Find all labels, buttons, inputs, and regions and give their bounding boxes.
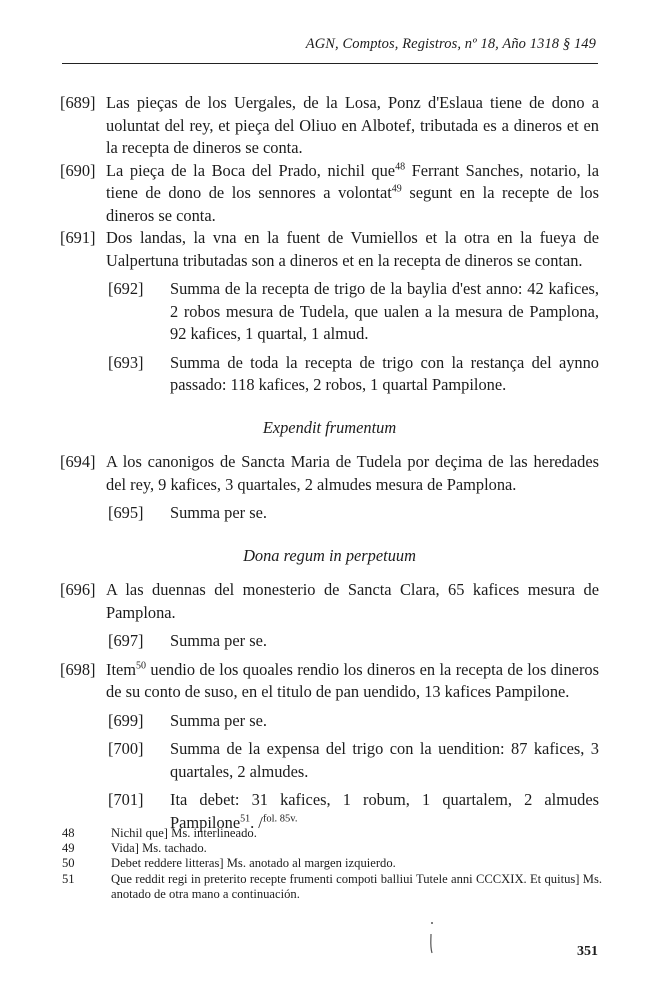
footnote-ref[interactable]: 48 bbox=[395, 161, 406, 173]
footnote bbox=[62, 856, 602, 871]
main-text bbox=[60, 92, 599, 840]
page-number: 351 bbox=[577, 944, 598, 959]
entry-text: Summa per se. bbox=[170, 631, 267, 650]
footnote bbox=[62, 841, 602, 856]
entry-692 bbox=[108, 278, 599, 346]
entry-text: . / bbox=[250, 812, 263, 832]
entry-number: [693] bbox=[108, 352, 144, 372]
footnote-ref[interactable]: 51 bbox=[240, 813, 251, 825]
entry-text: La pieça de la Boca del Prado, nichil que bbox=[106, 160, 396, 180]
entry-text: Ferrant Sanches, notario, la tiene de dono de los sennores a volontat bbox=[106, 160, 599, 202]
entry-691 bbox=[60, 227, 599, 272]
entry-number: [698] bbox=[60, 659, 96, 679]
footnote-ref[interactable]: 50 bbox=[136, 660, 147, 672]
footnote bbox=[62, 872, 602, 902]
entry-text: Item bbox=[106, 659, 137, 679]
footnote-text: Vida] Ms. tachado. bbox=[111, 841, 207, 856]
entry-number: [689] bbox=[60, 93, 96, 112]
entry-text: Summa de la expensa del trigo con la uendition: 87 kafices, 3 quartales, 2 almudes. bbox=[170, 739, 599, 781]
entry-number: [697] bbox=[108, 631, 144, 650]
section-heading: Dona regum in perpetuum bbox=[243, 545, 416, 565]
entry-number: [691] bbox=[60, 228, 96, 247]
footnotes bbox=[62, 826, 602, 902]
entry-text: A las duennas del monesterio de Sancta Clara, 65 kafices mesura de Pamplona. bbox=[106, 580, 599, 622]
entry-text: Summa per se. bbox=[170, 710, 267, 730]
header-rule bbox=[62, 63, 598, 64]
footnote-number: 49 bbox=[62, 841, 75, 856]
entry-698 bbox=[60, 659, 599, 704]
footnote-text: Que reddit regi in preterito recepte frumenti compoti balliui Tutele anni CCCXIX. Et quitus] Ms. anotado de otra mano a continuación. bbox=[111, 871, 602, 901]
entry-text: Summa per se. bbox=[170, 503, 267, 522]
ink-mark bbox=[428, 920, 436, 956]
entry-number: [690] bbox=[60, 160, 96, 180]
footnote-number: 48 bbox=[62, 826, 75, 840]
footnote-text: Debet reddere litteras] Ms. anotado al margen izquierdo. bbox=[111, 856, 396, 871]
entry-text: segunt en la recepte de los dineros se conta. bbox=[106, 183, 599, 225]
entry-number: [695] bbox=[108, 503, 144, 522]
entry-number: [700] bbox=[108, 739, 144, 758]
entry-text: Summa de la recepta de trigo de la baylia d'est anno: 42 kafices, 2 robos mesura de Tudela, que ualen a la mesura de Pamplona, 92 kafices, 1 quartal, 1 almud. bbox=[170, 279, 599, 343]
footnote bbox=[62, 826, 602, 841]
entry-699 bbox=[108, 710, 599, 733]
entry-text: Summa de toda la recepta de trigo con la restança del aynno passado: 118 kafices, 2 robos, 1 quartal Pampilone. bbox=[170, 352, 599, 394]
section-heading: Expendit frumentum bbox=[262, 417, 397, 437]
entry-690 bbox=[60, 160, 599, 228]
entry-697 bbox=[108, 630, 599, 653]
entry-number: [694] bbox=[60, 452, 96, 471]
entry-number: [692] bbox=[108, 279, 144, 298]
entry-693 bbox=[108, 352, 599, 397]
entry-number: [696] bbox=[60, 580, 96, 599]
folio-marker: fol. 85v. bbox=[262, 813, 298, 825]
entry-text: uendio de los quoales rendio los dineros en la recepta de los dineros de su conto de suso, en el titulo de pan uendido, 13 kafices Pampilone. bbox=[106, 659, 599, 701]
running-head: AGN, Comptos, Registros, nº 18, Año 1318 § 149 bbox=[305, 36, 596, 52]
footnote-text: Nichil que] Ms. interlineado. bbox=[111, 826, 257, 840]
entry-695 bbox=[108, 502, 599, 525]
entry-text: A los canonigos de Sancta Maria de Tudela por deçima de las heredades del rey, 9 kafices, 3 quartales, 2 almudes mesura de Pamplona. bbox=[106, 452, 599, 494]
entry-number: [701] bbox=[108, 790, 144, 809]
entry-700 bbox=[108, 738, 599, 783]
footnote-ref[interactable]: 49 bbox=[391, 183, 402, 195]
footnote-number: 50 bbox=[62, 856, 75, 871]
entry-number: [699] bbox=[108, 710, 144, 730]
entry-text: Ita debet: 31 kafices, 1 robum, 1 quartalem, 2 almudes Pampilone bbox=[170, 790, 599, 832]
entry-696 bbox=[60, 579, 599, 624]
entry-text: Las pieças de los Uergales, de la Losa, Ponz d'Eslaua tiene de dono a uoluntat del rey, et pieça del Oliuo en Albotef, tributada es a dineros et en la recepta de dineros se conta. bbox=[106, 93, 599, 157]
entry-689 bbox=[60, 92, 599, 160]
entry-694 bbox=[60, 451, 599, 496]
entry-text: Dos landas, la vna en la fuent de Vumiellos et la otra en la fueya de Ualpertuna tributadas son a dineros et en la recepta de dineros se contan. bbox=[106, 228, 599, 270]
footnote-number: 51 bbox=[62, 871, 75, 886]
